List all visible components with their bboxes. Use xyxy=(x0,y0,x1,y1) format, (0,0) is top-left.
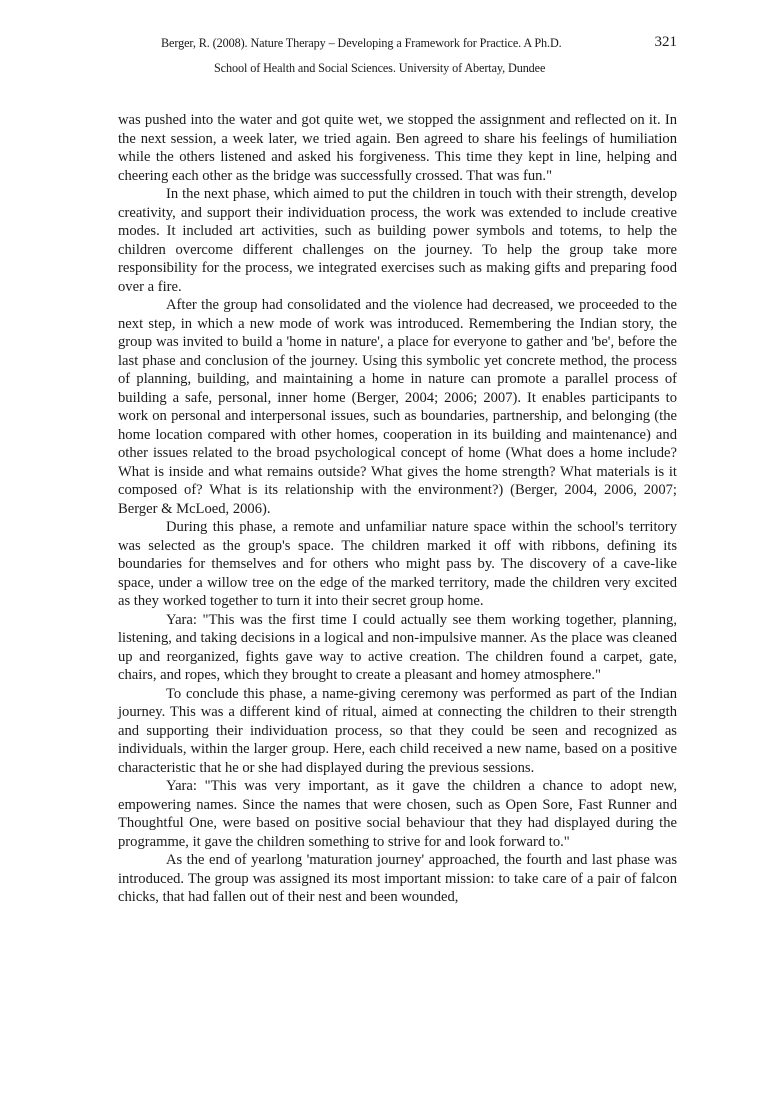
running-header xyxy=(117,36,677,80)
paragraph: In the next phase, which aimed to put the children in touch with their strength, develop creativity, and support their individuation process, the work was extended to include creative modes. It included art activities, such as building power symbols and totems, to help the children overcome different challenges on the journey. To help the group take more responsibility for the process, we integrated exercises such as making gifts and preparing food over a fire. xyxy=(118,186,677,295)
paragraph-quote: Yara: "This was the first time I could actually see them working together, planning, listening, and taking decisions in a logical and non-impulsive manner. As the place was cleaned up and reorganized, fights gave way to active creation. The children found a carpet, gate, chairs, and ropes, which they brought to create a pleasant and homey atmosphere." xyxy=(118,611,677,683)
page-number: 321 xyxy=(654,34,677,50)
paragraph: During this phase, a remote and unfamiliar nature space within the school's territory was selected as the group's space. The children marked it off with ribbons, defining its boundaries for themselves and for others who might pass by. The discovery of a cave-like space, under a willow tree on the edge of the marked territory, made the children very excited as they worked together to turn it into their secret group home. xyxy=(118,519,677,609)
paragraph-quote: Yara: "This was very important, as it gave the children a chance to adopt new, empowering names. Since the names that were chosen, such as Open Sore, Fast Runner and Thoughtful One, were based on positive social behaviour that they had displayed during the programme, it gave the children something to strive for and look forward to." xyxy=(118,778,677,850)
paragraph: After the group had consolidated and the violence had decreased, we proceeded to the next step, in which a new mode of work was introduced. Remembering the Indian story, the group was invited to build a 'home in nature', a place for everyone to gather and 'be', before the last phase and conclusion of the journey. Using this symbolic yet concrete method, the process of planning, building, and maintaining a home in nature can promote a parallel process of building a safe, personal, inner home (Berger, 2004; 2006; 2007). It enables participants to work on personal and interpersonal issues, such as boundaries, partnership, and belonging (the home location compared with other homes, cooperation in its building and maintenance) and other issues related to the broad psychological concept of home (What does a home include? What is inside and what remains outside? What gives the home strength? What materials is it composed of? What is its relationship with the environment?) (Berger, 2004, 2006, 2007; Berger & McLoed, 2006). xyxy=(118,297,677,517)
body-text xyxy=(118,111,677,907)
paragraph-continuation: was pushed into the water and got quite wet, we stopped the assignment and reflected on it. In the next session, a week later, we tried again. Ben agreed to share his feelings of humiliation while the others listened and asked his forgiveness. This time they kept in line, helping and cheering each other as the bridge was successfully crossed. That was fun." xyxy=(118,112,677,184)
paragraph: To conclude this phase, a name-giving ceremony was performed as part of the Indian journey. This was a different kind of ritual, aimed at connecting the children to their strength and supporting their individuation process, so that they could be seen and recognized as individuals, within the larger group. Here, each child received a new name, based on a positive characteristic that he or she had displayed during the previous sessions. xyxy=(118,685,677,776)
header-citation: Berger, R. (2008). Nature Therapy – Developing a Framework for Practice. A Ph.D. xyxy=(161,36,562,50)
header-institution: School of Health and Social Sciences. University of Abertay, Dundee xyxy=(214,61,546,75)
paragraph: As the end of yearlong 'maturation journey' approached, the fourth and last phase was introduced. The group was assigned its most important mission: to take care of a pair of falcon chicks, that had fallen out of their nest and been wounded, xyxy=(118,852,677,905)
